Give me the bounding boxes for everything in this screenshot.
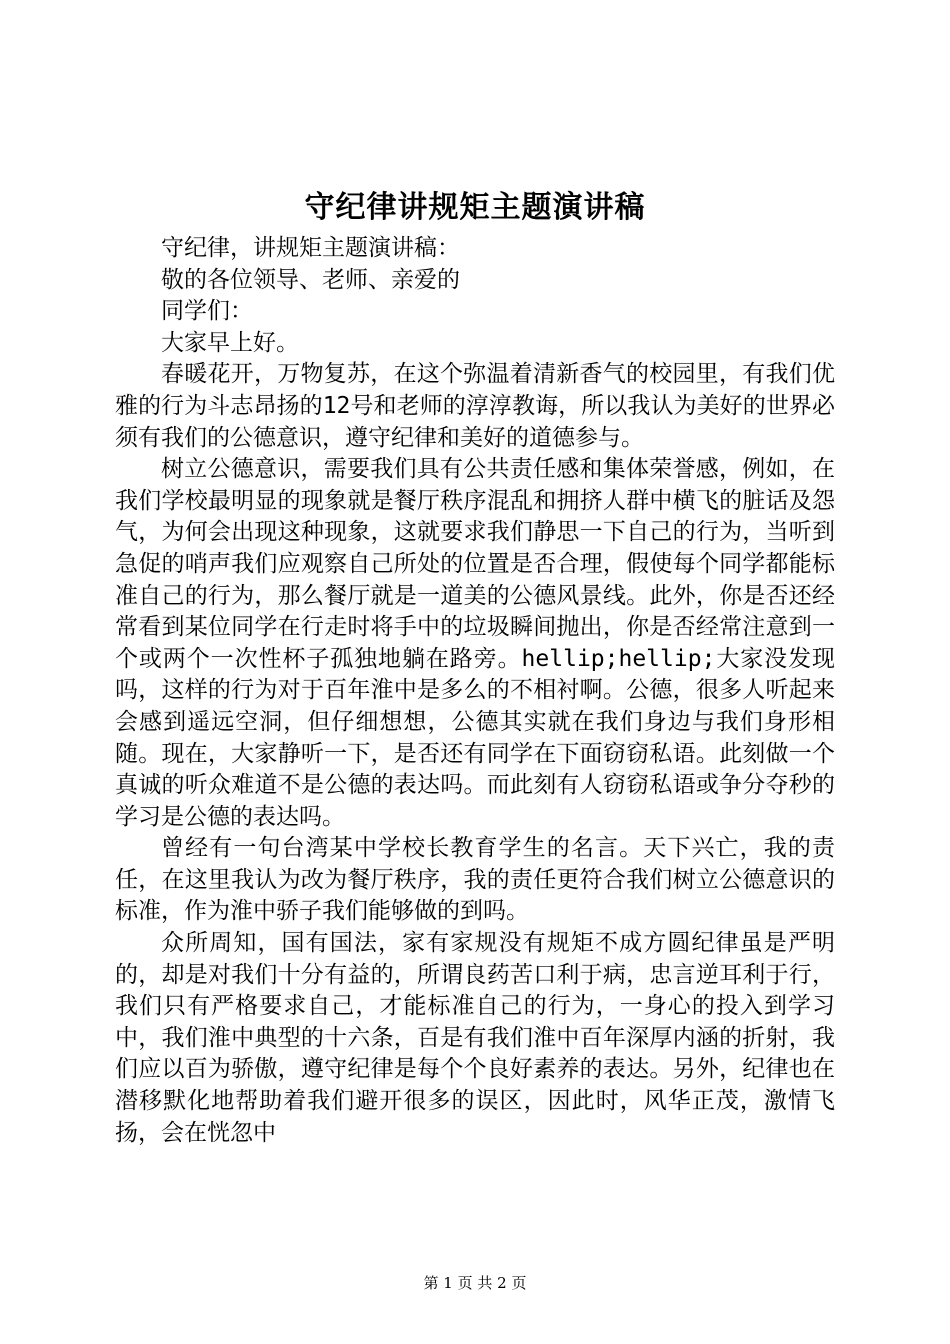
paragraph-greeting: 大家早上好。: [161, 329, 299, 356]
document-body: [115, 233, 835, 1149]
paragraph-salutation: 敬的各位领导、老师、亲爱的: [161, 266, 460, 293]
paragraph-heading-line: 守纪律，讲规矩主题演讲稿：: [161, 235, 460, 261]
document-title: 守纪律讲规矩主题演讲稿: [304, 190, 646, 225]
paragraph-salutation-students: 同学们：: [161, 298, 253, 325]
paragraph-motto: 曾经有一句台湾某中学校长教育学生的名言。天下兴亡，我的责任，在这里我认为改为餐厅秩序，我的责任更符合我们树立公德意识的标准，作为淮中骄子我们能够做的到吗。: [115, 835, 835, 925]
paragraph-public-morality: 树立公德意识，需要我们具有公共责任感和集体荣誉感，例如，在我们学校最明显的现象就是餐厅秩序混乱和拥挤人群中横飞的脏话及怨气，为何会出现这种现象，这就要求我们静思一下自己的行为，当听到急促的哨声我们应观察自己所处的位置是否合理，假使每个同学都能标准自己的行为，那么餐厅就是一道美的公德风景线。此外，你是否还经常看到某位同学在行走时将手中的垃圾瞬间抛出，你是否经常注意到一个或两个一次性杯子孤独地躺在路旁。hellip;hellip;大家没发现吗，这样的行为对于百年淮中是多么的不相衬啊。公德，很多人听起来会感到遥远空洞，但仔细想想，公德其实就在我们身边与我们身形相随。现在，大家静听一下，是否还有同学在下面窃窃私语。此刻做一个真诚的听众难道不是公德的表达吗。而此刻有人窃窃私语或争分夺秒的学习是公德的表达吗。: [115, 456, 835, 830]
page-footer: 第 1 页 共 2 页: [423, 1274, 527, 1292]
paragraph-discipline: 众所周知，国有国法，家有家规没有规矩不成方圆纪律虽是严明的，却是对我们十分有益的，所谓良药苦口利于病，忠言逆耳利于行，我们只有严格要求自己，才能标准自己的行为，一身心的投入到学习中，我们淮中典型的十六条，百是有我们淮中百年深厚内涵的折射，我们应以百为骄傲，遵守纪律是每个个良好素养的表达。另外，纪律也在潜移默化地帮助着我们避开很多的误区，因此时，风华正茂，激情飞扬，会在恍忽中: [115, 930, 835, 1146]
paragraph-spring: 春暖花开，万物复苏，在这个弥温着清新香气的校园里，有我们优雅的行为斗志昂扬的12号和老师的淳淳教诲，所以我认为美好的世界必须有我们的公德意识，遵守纪律和美好的道德参与。: [115, 361, 835, 451]
